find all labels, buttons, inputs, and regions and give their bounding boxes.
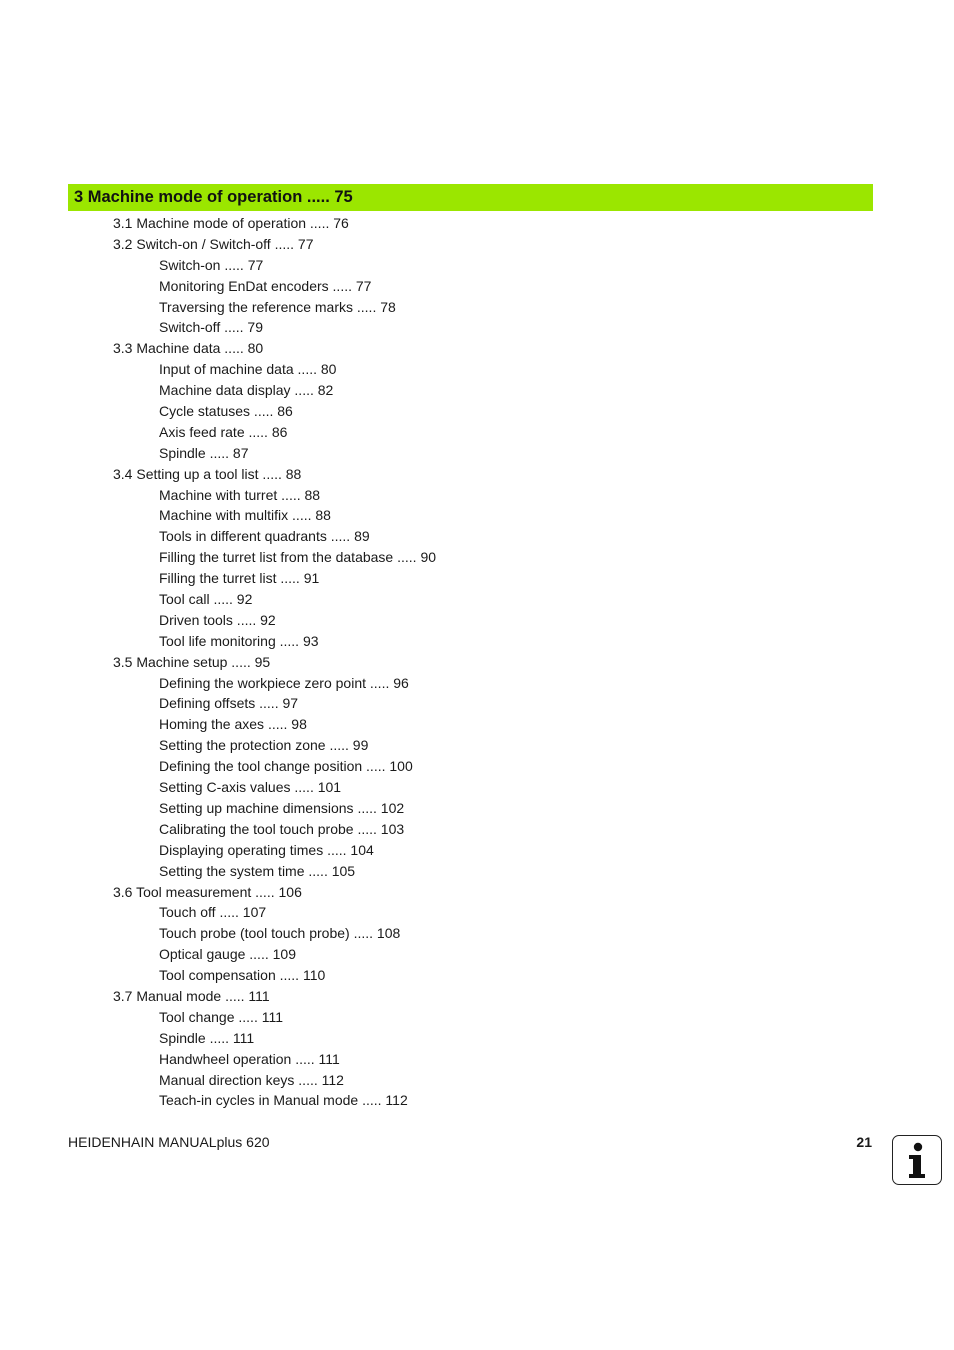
toc-section-entry[interactable]: 3.2 Switch-on / Switch-off ..... 77 [113,235,314,252]
chapter-heading-bar [68,184,873,211]
toc-subsection-entry[interactable]: Touch off ..... 107 [159,904,267,921]
toc-subsection-entry[interactable]: Switch-off ..... 79 [159,319,264,336]
page-number: 21 [856,1134,872,1150]
table-of-contents [0,213,954,1111]
toc-subsection-entry[interactable]: Setting the system time ..... 105 [159,862,356,879]
toc-subsection-entry[interactable]: Setting the protection zone ..... 99 [159,737,369,754]
toc-subsection-entry[interactable]: Filling the turret list ..... 91 [159,570,320,587]
toc-subsection-entry[interactable]: Tool life monitoring ..... 93 [159,632,319,649]
toc-subsection-entry[interactable]: Driven tools ..... 92 [159,611,276,628]
toc-subsection-entry[interactable]: Machine data display ..... 82 [159,382,334,399]
toc-subsection-entry[interactable]: Traversing the reference marks ..... 78 [159,298,396,315]
toc-section-entry[interactable]: 3.3 Machine data ..... 80 [113,340,264,357]
toc-subsection-entry[interactable]: Tool call ..... 92 [159,591,253,608]
toc-section-entry[interactable]: 3.7 Manual mode ..... 111 [113,987,270,1004]
toc-subsection-entry[interactable]: Teach-in cycles in Manual mode ..... 112 [159,1092,408,1109]
toc-subsection-entry[interactable]: Touch probe (tool touch probe) ..... 108 [159,925,401,942]
toc-subsection-entry[interactable]: Axis feed rate ..... 86 [159,423,288,440]
toc-subsection-entry[interactable]: Monitoring EnDat encoders ..... 77 [159,277,372,294]
toc-subsection-entry[interactable]: Spindle ..... 111 [159,1029,255,1046]
toc-section-entry[interactable]: 3.4 Setting up a tool list ..... 88 [113,465,302,482]
toc-subsection-entry[interactable]: Setting C-axis values ..... 101 [159,779,342,796]
toc-section-entry[interactable]: 3.1 Machine mode of operation ..... 76 [113,215,349,231]
footer-product-name: HEIDENHAIN MANUALplus 620 [68,1134,270,1150]
chapter-title[interactable]: 3 Machine mode of operation ..... 75 [74,188,353,206]
toc-subsection-entry[interactable]: Tools in different quadrants ..... 89 [159,528,370,545]
toc-subsection-entry[interactable]: Displaying operating times ..... 104 [159,841,374,858]
toc-subsection-entry[interactable]: Homing the axes ..... 98 [159,716,307,733]
toc-subsection-entry[interactable]: Tool change ..... 111 [159,1008,284,1025]
toc-subsection-entry[interactable]: Machine with turret ..... 88 [159,486,321,503]
toc-subsection-entry[interactable]: Cycle statuses ..... 86 [159,403,293,420]
info-icon [892,1135,942,1185]
toc-subsection-entry[interactable]: Spindle ..... 87 [159,444,249,461]
toc-subsection-entry[interactable]: Filling the turret list from the database ..... 90 [159,549,437,566]
toc-subsection-entry[interactable]: Switch-on ..... 77 [159,256,264,273]
toc-subsection-entry[interactable]: Calibrating the tool touch probe ..... 103 [159,820,405,837]
toc-subsection-entry[interactable]: Manual direction keys ..... 112 [159,1071,344,1088]
toc-subsection-entry[interactable]: Machine with multifix ..... 88 [159,507,331,524]
toc-subsection-entry[interactable]: Defining the workpiece zero point ..... 96 [159,674,409,691]
toc-section-entry[interactable]: 3.5 Machine setup ..... 95 [113,653,271,670]
toc-subsection-entry[interactable]: Defining offsets ..... 97 [159,695,299,712]
toc-subsection-entry[interactable]: Optical gauge ..... 109 [159,946,296,963]
toc-subsection-entry[interactable]: Defining the tool change position ..... 100 [159,758,413,775]
toc-subsection-entry[interactable]: Handwheel operation ..... 111 [159,1050,340,1067]
toc-section-entry[interactable]: 3.6 Tool measurement ..... 106 [113,883,302,900]
toc-subsection-entry[interactable]: Input of machine data ..... 80 [159,361,337,378]
toc-subsection-entry[interactable]: Setting up machine dimensions ..... 102 [159,799,405,816]
toc-subsection-entry[interactable]: Tool compensation ..... 110 [159,967,326,984]
